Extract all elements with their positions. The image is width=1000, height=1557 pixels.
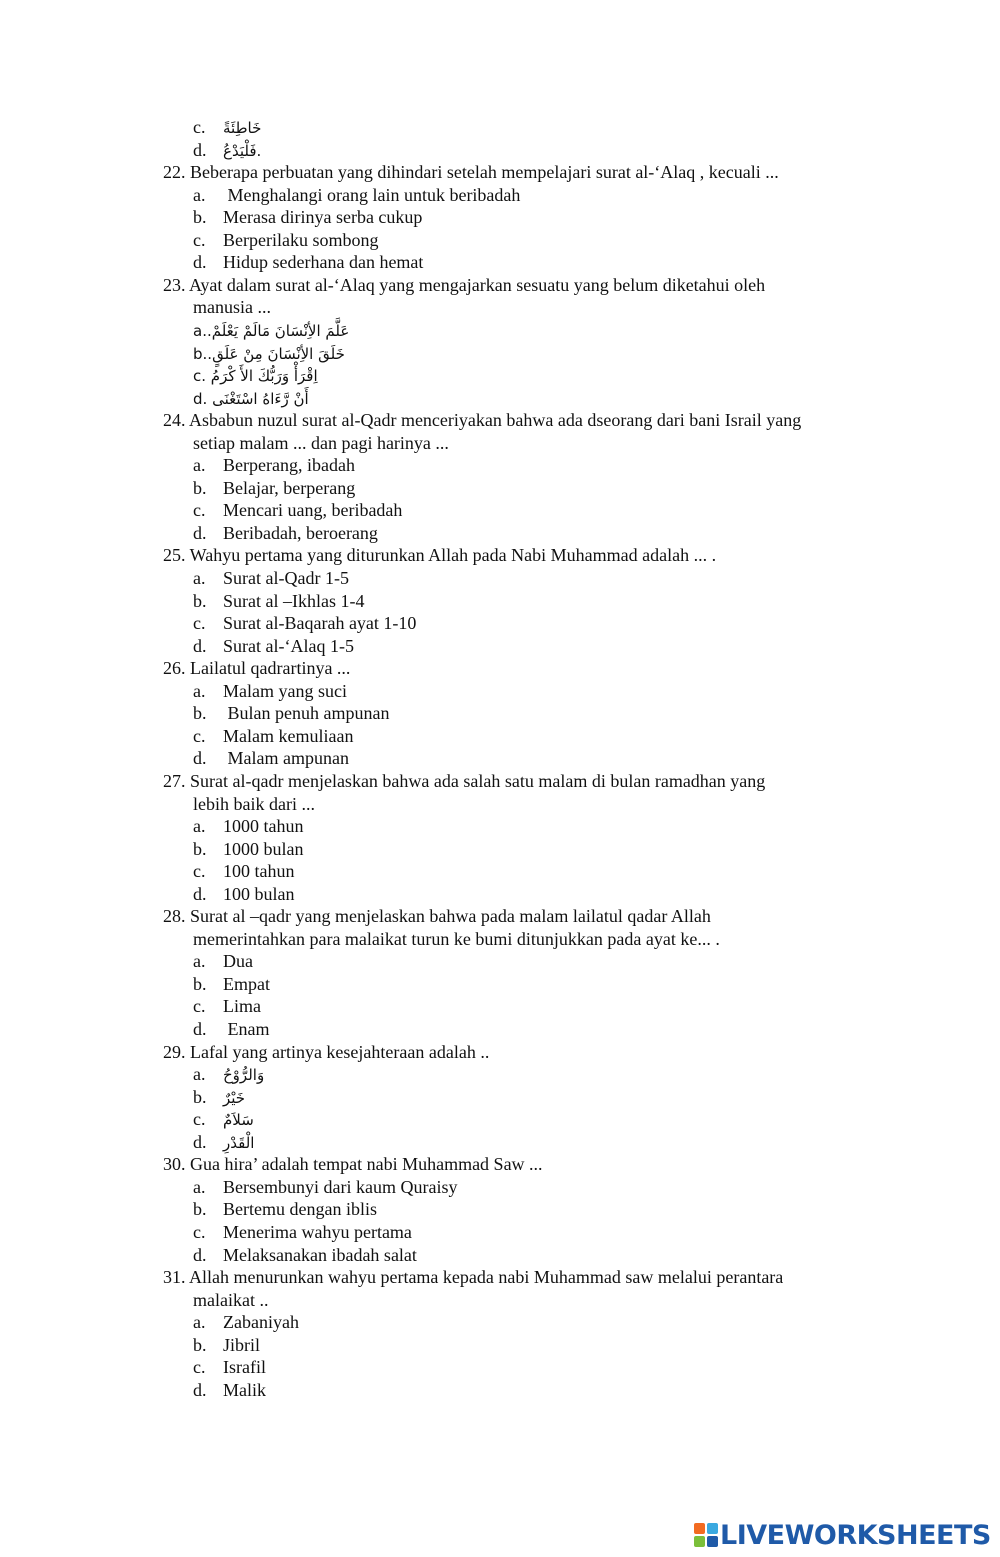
option-text: Bersembunyi dari kaum Quraisy (223, 1177, 458, 1197)
arabic-text: خَيْرٌ (223, 1089, 246, 1107)
option-letter: c. (193, 500, 206, 520)
option-letter: a. (193, 1177, 206, 1197)
option-text: Berperilaku sombong (223, 230, 379, 250)
option-text: Dua (223, 951, 253, 971)
answer-option (193, 1063, 264, 1086)
question-text-continued (193, 1289, 268, 1311)
arabic-text: a..عَلَّمَ الأِنْسَانَ مَالَمْ يَعْلَمْ (193, 322, 350, 340)
question-text-continued (193, 928, 720, 950)
option-text: 1000 bulan (223, 839, 304, 859)
answer-option (193, 1379, 266, 1401)
answer-option (193, 229, 378, 251)
arabic-text: b..خَلَقَ الأِنْسَانَ مِنْ عَلَقٍ (193, 345, 345, 363)
option-letter: c. (193, 1222, 206, 1242)
answer-option (193, 319, 349, 342)
question-text: manusia ... (193, 297, 271, 317)
option-text: Malik (223, 1380, 266, 1400)
option-letter: d. (193, 252, 207, 272)
logo-icon (694, 1523, 718, 1547)
answer-option (193, 590, 364, 612)
answer-option (193, 251, 423, 273)
option-text: Melaksanakan ibadah salat (223, 1245, 417, 1265)
answer-option (193, 815, 304, 837)
option-text: Surat al-Qadr 1-5 (223, 568, 349, 588)
option-letter: d. (193, 636, 207, 656)
arabic-text: وَالرُّوْحُ (223, 1066, 265, 1084)
option-letter: c. (193, 996, 206, 1016)
answer-option (193, 680, 347, 702)
option-text: Merasa dirinya serba cukup (223, 207, 423, 227)
option-text: Israfil (223, 1357, 266, 1377)
answer-option (193, 477, 355, 499)
answer-option (193, 454, 355, 476)
option-letter: a. (193, 568, 206, 588)
answer-option (193, 206, 422, 228)
arabic-text: فَلْيَدْعُ. (223, 142, 262, 160)
answer-option (193, 950, 253, 972)
option-text: 100 tahun (223, 861, 295, 881)
option-text: Beribadah, beroerang (223, 523, 378, 543)
option-text: Jibril (223, 1335, 261, 1355)
arabic-text: c. اِقْرَأْ وَرَبُّكَ الأَ كْرَمُ (193, 367, 318, 385)
question-text: setiap malam ... dan pagi harinya ... (193, 433, 449, 453)
option-text: Hidup sederhana dan hemat (223, 252, 424, 272)
answer-option (193, 883, 295, 905)
option-letter: b. (193, 839, 207, 859)
answer-option (193, 1131, 254, 1154)
option-letter: c. (193, 1357, 206, 1377)
liveworksheets-logo[interactable] (694, 1520, 991, 1550)
option-letter: b. (193, 1199, 207, 1219)
option-letter: d. (193, 523, 207, 543)
question-text: memerintahkan para malaikat turun ke bumi ditunjukkan pada ayat ke... . (193, 929, 720, 949)
option-letter: b. (193, 207, 207, 227)
option-letter: c. (193, 613, 206, 633)
question-text: 26. Lailatul qadrartinya ... (163, 658, 351, 678)
answer-option (193, 522, 378, 544)
answer-option (193, 973, 270, 995)
question-text: 24. Asbabun nuzul surat al-Qadr menceriyakan bahwa ada dseorang dari bani Israil yang (163, 410, 802, 430)
option-text: Surat al-Baqarah ayat 1-10 (223, 613, 417, 633)
option-text: Malam kemuliaan (223, 726, 354, 746)
answer-option (193, 1018, 270, 1040)
answer-option (193, 1108, 254, 1131)
answer-option (193, 860, 295, 882)
option-letter: c. (193, 861, 206, 881)
arabic-text: خَاطِئَةً (223, 119, 262, 137)
answer-option (193, 1198, 377, 1220)
question-text: malaikat .. (193, 1290, 269, 1310)
option-letter: a. (193, 816, 206, 836)
option-text: Surat al-‘Alaq 1-5 (223, 636, 354, 656)
option-text: Mencari uang, beribadah (223, 500, 403, 520)
option-letter: c. (193, 1109, 206, 1129)
option-text: Malam yang suci (223, 681, 347, 701)
answer-option (193, 116, 261, 139)
option-letter: d. (193, 1019, 207, 1039)
answer-option (193, 725, 353, 747)
question-text: 25. Wahyu pertama yang diturunkan Allah pada Nabi Muhammad adalah ... . (163, 545, 717, 565)
option-letter: c. (193, 117, 206, 137)
option-letter: d. (193, 1245, 207, 1265)
option-text: Bulan penuh ampunan (223, 703, 390, 723)
option-letter: a. (193, 681, 206, 701)
answer-option (193, 838, 304, 860)
arabic-text: سَلاَمٌ (223, 1111, 254, 1129)
option-letter: a. (193, 1312, 206, 1332)
question-text: 28. Surat al –qadr yang menjelaskan bahwa pada malam lailatul qadar Allah (163, 906, 711, 926)
answer-option (193, 1334, 260, 1356)
answer-option (193, 612, 416, 634)
answer-option (193, 1311, 299, 1333)
option-text: 100 bulan (223, 884, 295, 904)
option-letter: b. (193, 703, 207, 723)
question-text-continued (193, 296, 271, 318)
option-text: Menghalangi orang lain untuk beribadah (223, 185, 521, 205)
arabic-text: الْقَدْرِ (223, 1134, 255, 1152)
option-letter: a. (193, 455, 206, 475)
option-letter: d. (193, 1380, 207, 1400)
option-letter: c. (193, 230, 206, 250)
answer-option (193, 747, 349, 769)
answer-option (193, 1221, 412, 1243)
option-text: Malam ampunan (223, 748, 349, 768)
answer-option (193, 184, 520, 206)
answer-option (193, 1244, 417, 1266)
option-letter: b. (193, 478, 207, 498)
question-text: 22. Beberapa perbuatan yang dihindari setelah mempelajari surat al-‘Alaq , kecuali ... (163, 162, 779, 182)
answer-option (193, 1086, 245, 1109)
option-letter: d. (193, 140, 207, 160)
question-text: 31. Allah menurunkan wahyu pertama kepada nabi Muhammad saw melalui perantara (163, 1267, 784, 1287)
option-letter: c. (193, 726, 206, 746)
answer-option (193, 342, 345, 365)
option-letter: d. (193, 748, 207, 768)
option-letter: b. (193, 1087, 207, 1107)
option-letter: a. (193, 185, 206, 205)
option-text: Surat al –Ikhlas 1-4 (223, 591, 365, 611)
option-text: Lima (223, 996, 261, 1016)
option-letter: d. (193, 1132, 207, 1152)
option-text: Zabaniyah (223, 1312, 299, 1332)
question-text-continued (193, 793, 315, 815)
question-text: 29. Lafal yang artinya kesejahteraan adalah .. (163, 1042, 490, 1062)
option-text: Bertemu dengan iblis (223, 1199, 377, 1219)
option-letter: a. (193, 1064, 206, 1084)
arabic-text: d. أَنْ رَّءَاهُ اسْتَغْنَى (193, 390, 309, 408)
question-text-continued (193, 432, 449, 454)
answer-option (193, 387, 309, 410)
answer-option (193, 364, 318, 387)
question-text: lebih baik dari ... (193, 794, 315, 814)
option-text: 1000 tahun (223, 816, 304, 836)
option-letter: a. (193, 951, 206, 971)
option-text: Enam (223, 1019, 270, 1039)
answer-option (193, 702, 389, 724)
answer-option (193, 567, 349, 589)
answer-option (193, 1176, 457, 1198)
question-text: 23. Ayat dalam surat al-‘Alaq yang mengajarkan sesuatu yang belum diketahui oleh (163, 275, 766, 295)
option-letter: b. (193, 1335, 207, 1355)
option-text: Empat (223, 974, 270, 994)
answer-option (193, 995, 261, 1017)
option-letter: d. (193, 884, 207, 904)
answer-option (193, 499, 402, 521)
question-text: 27. Surat al-qadr menjelaskan bahwa ada salah satu malam di bulan ramadhan yang (163, 771, 766, 791)
logo-text: LIVEWORKSHEETS (720, 1519, 991, 1551)
answer-option (193, 635, 354, 657)
answer-option (193, 139, 261, 162)
question-text: 30. Gua hira’ adalah tempat nabi Muhammad Saw ... (163, 1154, 543, 1174)
option-letter: b. (193, 974, 207, 994)
option-text: Menerima wahyu pertama (223, 1222, 412, 1242)
option-text: Berperang, ibadah (223, 455, 355, 475)
option-text: Belajar, berperang (223, 478, 356, 498)
answer-option (193, 1356, 266, 1378)
option-letter: b. (193, 591, 207, 611)
